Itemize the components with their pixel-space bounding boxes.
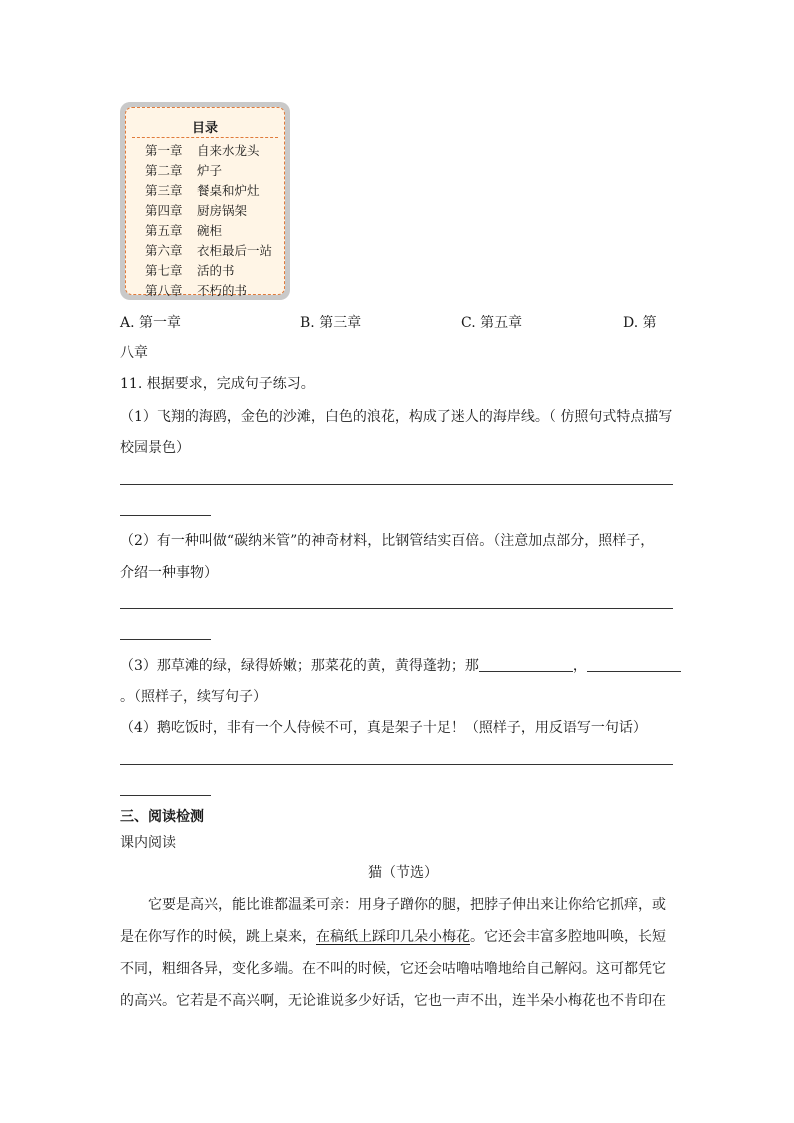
q11-part4-prompt: （4）鹅吃饭时，非有一个人侍候不可，真是架子十足！（照样子，用反语写一句话）: [120, 720, 647, 736]
answer-line-short[interactable]: [120, 639, 211, 640]
toc-image: [120, 102, 290, 300]
toc-item: [145, 281, 272, 301]
toc-card: [125, 107, 285, 298]
option-a[interactable]: A. 第一章: [120, 315, 182, 331]
toc-chapter-title: 碗柜: [197, 223, 223, 238]
passage-line: 它要是高兴，能比谁都温柔可亲：用身子蹭你的腿，把脖子伸出来让你给它抓痒，或: [148, 897, 666, 913]
toc-chapter-title: 厨房锅架: [197, 203, 248, 218]
answer-line-short[interactable]: [120, 795, 211, 796]
option-c[interactable]: C. 第五章: [461, 315, 523, 331]
question-11-stem: 11. 根据要求，完成句子练习。: [120, 376, 315, 392]
q11-part3-prompt-cont: 。（照样子，续写句子）: [120, 689, 267, 705]
q11-part2-prompt-cont: 介绍一种事物）: [120, 565, 218, 581]
option-d-continued: 八章: [120, 345, 148, 361]
toc-chapter-title: 衣柜最后一站: [197, 243, 273, 258]
option-b[interactable]: B. 第三章: [300, 315, 362, 331]
section-subheading: 课内阅读: [120, 835, 176, 851]
toc-chapter-number: 第五章: [145, 223, 183, 238]
toc-chapter-number: 第四章: [145, 203, 183, 218]
toc-chapter-title: 餐桌和炉灶: [197, 183, 260, 198]
toc-chapter-number: 第三章: [145, 183, 183, 198]
section-heading: 三、阅读检测: [120, 809, 204, 825]
toc-chapter-number: 第六章: [145, 243, 183, 258]
q11-part3-prompt: [120, 655, 681, 675]
toc-divider: [132, 137, 278, 138]
fill-blank[interactable]: [587, 657, 681, 672]
toc-item: [145, 201, 272, 221]
answer-line[interactable]: [120, 484, 673, 485]
toc-item: [145, 161, 272, 181]
passage-title: 猫（节选）: [368, 865, 438, 881]
passage-text: 。它还会丰富多腔地叫唤，长短: [470, 929, 666, 945]
q11-part3-text: （3）那草滩的绿，绿得娇嫩；那菜花的黄，黄得蓬勃；那: [120, 658, 479, 674]
toc-item: [145, 241, 272, 261]
q11-part1-prompt: （1）飞翔的海鸥，金色的沙滩，白色的浪花，构成了迷人的海岸线。（ 仿照句式特点描写: [120, 409, 673, 425]
answer-line-short[interactable]: [120, 515, 211, 516]
toc-chapter-number: 第七章: [145, 263, 183, 278]
passage-line: 不同，粗细各异，变化多端。在不叫的时候，它还会咕噜咕噜地给自己解闷。这可都凭它: [120, 961, 666, 977]
toc-chapter-title: 活的书: [197, 263, 235, 278]
toc-chapter-number: 第二章: [145, 163, 183, 178]
comma: ，: [572, 658, 587, 674]
toc-list: [145, 141, 272, 301]
toc-chapter-title: 不朽的书: [197, 283, 248, 298]
toc-item: [145, 221, 272, 241]
toc-chapter-title: 炉子: [197, 163, 223, 178]
toc-chapter-title: 自来水龙头: [197, 143, 260, 158]
passage-line: 的高兴。它若是不高兴啊，无论谁说多少好话，它也一声不出，连半朵小梅花也不肯印在: [120, 993, 666, 1009]
fill-blank[interactable]: [479, 657, 573, 672]
passage-text: 是在你写作的时候，跳上桌来，: [120, 929, 316, 945]
q11-part1-prompt-cont: 校园景色）: [120, 440, 190, 456]
q11-part2-prompt: （2）有一种叫做“碳纳米管”的神奇材料，比钢管结实百倍。（注意加点部分，照样子，: [120, 533, 655, 549]
toc-item: [145, 261, 272, 281]
toc-item: [145, 141, 272, 161]
toc-item: [145, 181, 272, 201]
option-d[interactable]: D. 第: [623, 315, 657, 331]
toc-chapter-number: 第一章: [145, 143, 183, 158]
answer-line[interactable]: [120, 608, 673, 609]
answer-line[interactable]: [120, 764, 673, 765]
underlined-phrase: 在稿纸上踩印几朵小梅花: [316, 929, 470, 945]
passage-line: [120, 926, 666, 946]
toc-chapter-number: 第八章: [145, 283, 183, 298]
toc-title: 目录: [191, 121, 218, 136]
